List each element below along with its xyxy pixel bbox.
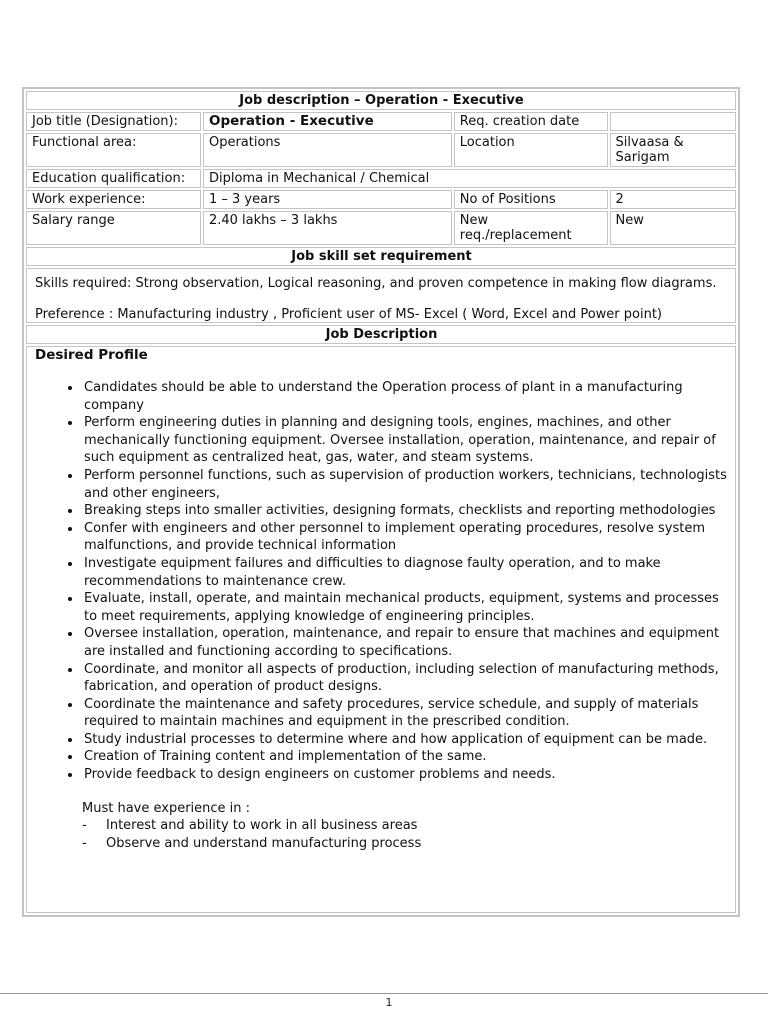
must-have-item: Interest and ability to work in all business areas [106,818,418,834]
skills-preference: Preference : Manufacturing industry , Proficient user of MS- Excel ( Word, Excel and Power point) [35,307,662,322]
desired-profile-title: Desired Profile [35,347,148,363]
skills-required: Skills required: Strong observation, Logical reasoning, and proven competence in making flow diagrams. [35,276,717,291]
salary-label: Salary range [26,211,201,245]
req-date-value [610,112,737,131]
document-title: Job description – Operation - Executive [26,91,736,110]
job-description-title: Job Description [26,325,736,344]
education-value: Diploma in Mechanical / Chemical [203,169,736,188]
list-item: • Perform personnel functions, such as supervision of production workers, technicians, technologists and other engineers, [82,467,731,502]
list-item: • Coordinate, and monitor all aspects of production, including selection of manufacturing methods, fabrication, and operation of product designs. [82,661,731,696]
list-item: • Confer with engineers and other personnel to implement operating procedures, resolve system malfunctions, and provide technical information [82,520,731,555]
skills-section [26,268,736,323]
list-item: • Provide feedback to design engineers on customer problems and needs. [82,766,731,784]
must-have-title: Must have experience in : [82,800,251,816]
list-item: • Oversee installation, operation, maintenance, and repair to ensure that machines and equipment are installed and functioning according to specifications. [82,625,731,660]
positions-value: 2 [610,190,737,209]
req-date-label: Req. creation date [454,112,608,131]
list-item: • Creation of Training content and implementation of the same. [82,748,731,766]
education-label: Education qualification: [26,169,201,188]
list-item: • Breaking steps into smaller activities, designing formats, checklists and reporting methodologies [82,502,731,520]
functional-area-label: Functional area: [26,133,201,167]
salary-value: 2.40 lakhs – 3 lakhs [203,211,452,245]
job-title-value: Operation - Executive [203,112,452,131]
must-have-list [82,817,731,852]
positions-label: No of Positions [454,190,608,209]
location-value: Silvaasa & Sarigam [610,133,737,167]
footer-divider [0,993,768,994]
experience-value: 1 – 3 years [203,190,452,209]
list-item: • Candidates should be able to understand the Operation process of plant in a manufacturing company [82,379,731,414]
job-description-section [26,346,736,913]
job-title-label: Job title (Designation): [26,112,201,131]
list-item: • Evaluate, install, operate, and maintain mechanical products, equipment, systems and processes to meet requirements, applying knowledge of engineering principles. [82,590,731,625]
list-item: • Study industrial processes to determine where and how application of equipment can be made. [82,731,731,749]
replacement-label: New req./replacement [454,211,608,245]
must-have-item: Observe and understand manufacturing process [106,835,422,851]
dash-marker: - [82,818,87,834]
location-label: Location [454,133,608,167]
list-item: • Perform engineering duties in planning and designing tools, engines, machines, and other mechanically functioning equipment. Oversee installation, operation, maintenance, and repair of such equipment as centralized heat, gas, water, and steam systems. [82,414,731,467]
list-item: • Coordinate the maintenance and safety procedures, service schedule, and supply of materials required to maintain machines and equipment in the prescribed condition. [82,696,731,731]
page-number: 1 [385,996,393,1009]
functional-area-value: Operations [203,133,452,167]
skills-section-title: Job skill set requirement [26,247,736,266]
desired-profile-list [35,379,731,784]
experience-label: Work experience: [26,190,201,209]
dash-marker: - [82,835,87,851]
replacement-value: New [610,211,737,245]
list-item [82,817,731,835]
list-item [82,835,731,853]
job-description-table [22,87,740,917]
list-item: • Investigate equipment failures and difficulties to diagnose faulty operation, and to make recommendations to maintenance crew. [82,555,731,590]
